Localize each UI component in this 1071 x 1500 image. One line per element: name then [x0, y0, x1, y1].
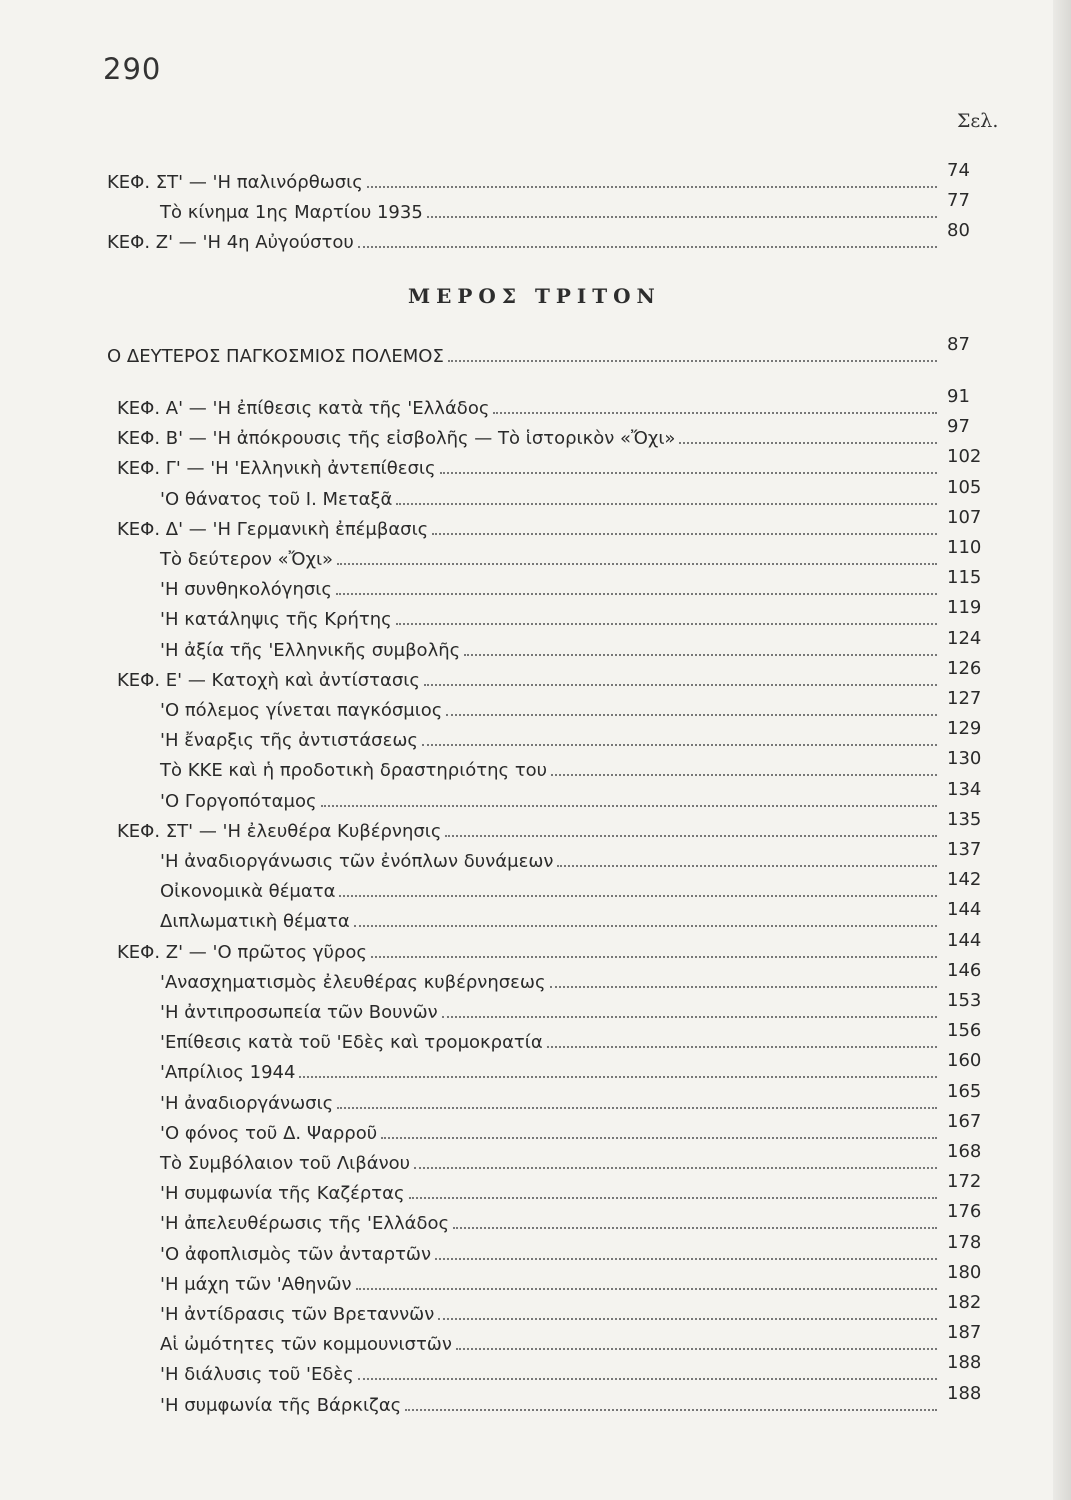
dot-leader	[550, 986, 937, 988]
toc-entry-page: 146	[947, 960, 982, 981]
dot-leader	[381, 1137, 937, 1139]
toc-entry	[160, 567, 987, 601]
toc-entry	[160, 1201, 987, 1235]
toc-entry-page: 130	[947, 748, 982, 769]
toc-entry-label: ΚΕΦ. Ζ' — 'Η 4η Αὐγούστου	[107, 232, 354, 253]
toc-entry	[160, 1383, 987, 1417]
toc-entry	[160, 748, 987, 782]
toc-entry-label: 'Η συνθηκολόγησις	[160, 579, 332, 600]
toc-entry-label: ΚΕΦ. ΣΤ' — 'Η ἐλευθέρα Κυβέρνησις	[117, 821, 442, 842]
toc-chapter-entry	[117, 386, 987, 420]
toc-entry	[160, 597, 987, 631]
toc-entry	[160, 779, 987, 813]
toc-entry-page: 168	[947, 1141, 982, 1162]
toc-entry-page: 172	[947, 1171, 982, 1192]
dot-leader	[367, 186, 937, 188]
toc-entry-page: 77	[947, 190, 970, 211]
toc-entry	[160, 688, 987, 722]
toc-entry-page: 137	[947, 839, 982, 860]
toc-entry-page: 144	[947, 899, 982, 920]
toc-entry-page: 188	[947, 1352, 982, 1373]
toc-entry-label: 'Η κατάληψις τῆς Κρήτης	[160, 609, 392, 630]
toc-entry-page: 119	[947, 597, 982, 618]
toc-chapter-entry	[117, 416, 987, 450]
toc-entry-page: 127	[947, 688, 982, 709]
toc-entry-page: 187	[947, 1322, 982, 1343]
dot-leader	[679, 442, 937, 444]
toc-entry-page: 160	[947, 1050, 982, 1071]
dot-leader	[557, 865, 937, 867]
toc-entry	[160, 990, 987, 1024]
toc-entry	[160, 1232, 987, 1266]
toc-entry-label: Διπλωματικὴ θέματα	[160, 911, 350, 932]
toc-entry-label: Οἰκονομικὰ θέματα	[160, 881, 336, 902]
toc-entry	[160, 1141, 987, 1175]
toc-entry	[160, 190, 987, 224]
dot-leader	[396, 503, 937, 505]
toc-entry-page: 115	[947, 567, 982, 588]
toc-entry	[160, 1020, 987, 1054]
toc-entry-page: 97	[947, 416, 970, 437]
toc-entry-label: Τὸ ΚΚΕ καὶ ἡ προδοτικὴ δραστηριότης του	[160, 760, 548, 781]
toc-entry-page: 102	[947, 446, 982, 467]
dot-leader	[432, 533, 937, 535]
toc-entry-page: 153	[947, 990, 982, 1011]
toc-entry-label: ΚΕΦ. Γ' — 'Η 'Ελληνικὴ ἀντεπίθεσις	[117, 458, 436, 479]
toc-entry-page: 144	[947, 930, 982, 951]
toc-entry-label: 'Η ἀντιπροσωπεία τῶν Βουνῶν	[160, 1002, 438, 1023]
dot-leader	[358, 1378, 937, 1380]
toc-entry-page: 110	[947, 537, 982, 558]
dot-leader	[438, 1318, 937, 1320]
toc-entry-page: 135	[947, 809, 982, 830]
toc-entry-page: 182	[947, 1292, 982, 1313]
toc-entry-label: ΚΕΦ. Ε' — Κατοχὴ καὶ ἀντίστασις	[117, 670, 420, 691]
toc-entry	[160, 537, 987, 571]
dot-leader	[446, 714, 937, 716]
toc-entry	[107, 160, 987, 194]
toc-entry-label: 'Ο θάνατος τοῦ Ι. Μεταξᾶ	[160, 489, 393, 510]
toc-entry	[107, 220, 987, 254]
toc-entry	[160, 869, 987, 903]
dot-leader	[493, 412, 937, 414]
toc-entry-page: 80	[947, 220, 970, 241]
dot-leader	[424, 684, 937, 686]
toc-entry-label: 'Ο φόνος τοῦ Δ. Ψαρροῦ	[160, 1123, 378, 1144]
toc-entry-label: ΚΕΦ. Α' — 'Η ἐπίθεσις κατὰ τῆς 'Ελλάδος	[117, 398, 490, 419]
toc-entry-label: ΚΕΦ. Β' — 'Η ἀπόκρουσις τῆς εἰσβολῆς — Τὸ ἱστορικὸν «Ὄχι»	[117, 428, 676, 449]
dot-leader	[422, 744, 937, 746]
toc-chapter-entry	[117, 809, 987, 843]
toc-entry-label: ΚΕΦ. ΣΤ' — 'Η παλινόρθωσις	[107, 172, 363, 193]
dot-leader	[337, 1107, 937, 1109]
toc-entry-label: 'Η ἀναδιοργάνωσις	[160, 1093, 334, 1114]
toc-entry-page: 124	[947, 628, 982, 649]
toc-entry-label: 'Ο ἀφοπλισμὸς τῶν ἀνταρτῶν	[160, 1244, 432, 1265]
section-title-label: Ο ΔΕΥΤΕΡΟΣ ΠΑΓΚΟΣΜΙΟΣ ΠΟΛΕΜΟΣ	[107, 346, 444, 367]
dot-leader	[464, 654, 937, 656]
toc-entry	[160, 1111, 987, 1145]
dot-leader	[414, 1167, 937, 1169]
section-title-entry	[107, 334, 987, 368]
toc-entry-page: 91	[947, 386, 970, 407]
toc-entry-page: 178	[947, 1232, 982, 1253]
page-column-header: Σελ.	[957, 110, 999, 132]
toc-entry-label: 'Η συμφωνία τῆς Βάρκιζας	[160, 1395, 402, 1416]
dot-leader	[356, 1288, 937, 1290]
dot-leader	[354, 925, 937, 927]
toc-entry-label: 'Ο πόλεμος γίνεται παγκόσμιος	[160, 700, 443, 721]
dot-leader	[405, 1409, 937, 1411]
toc-chapter-entry	[117, 658, 987, 692]
toc-entry-page: 142	[947, 869, 982, 890]
toc-entry-label: 'Η ἀναδιοργάνωσις τῶν ἐνόπλων δυνάμεων	[160, 851, 554, 872]
toc-entry-label: 'Ανασχηματισμὸς ἐλευθέρας κυβέρνησεως	[160, 972, 546, 993]
toc-entry-label: ΚΕΦ. Δ' — 'Η Γερμανικὴ ἐπέμβασις	[117, 519, 429, 540]
toc-entry	[160, 1322, 987, 1356]
toc-entry-page: 180	[947, 1262, 982, 1283]
toc-entry-page: 126	[947, 658, 982, 679]
toc-entry	[160, 1292, 987, 1326]
toc-entry-label: 'Η διάλυσις τοῦ 'Εδὲς	[160, 1364, 354, 1385]
toc-entry	[160, 899, 987, 933]
dot-leader	[453, 1227, 937, 1229]
toc-entry-page: 156	[947, 1020, 982, 1041]
toc-entry-label: 'Ο Γοργοπόταμος	[160, 791, 317, 812]
scan-page-edge	[1053, 0, 1071, 1500]
dot-leader	[435, 1258, 937, 1260]
toc-entry-label: 'Απρίλιος 1944	[160, 1062, 296, 1083]
dot-leader	[445, 835, 937, 837]
toc-entry	[160, 960, 987, 994]
toc-entry	[160, 1352, 987, 1386]
dot-leader	[299, 1076, 937, 1078]
toc-chapter-entry	[117, 507, 987, 541]
toc-entry	[160, 839, 987, 873]
dot-leader	[442, 1016, 937, 1018]
toc-entry-page: 167	[947, 1111, 982, 1132]
dot-leader	[409, 1197, 937, 1199]
toc-entry-page: 105	[947, 477, 982, 498]
dot-leader	[547, 1046, 937, 1048]
dot-leader	[456, 1348, 937, 1350]
dot-leader	[448, 360, 937, 362]
toc-entry-label: 'Η ἀντίδρασις τῶν Βρεταννῶν	[160, 1304, 435, 1325]
toc-entry-label: 'Επίθεσις κατὰ τοῦ 'Εδὲς καὶ τρομοκρατία	[160, 1032, 543, 1053]
toc-entry	[160, 718, 987, 752]
toc-entry-page: 107	[947, 507, 982, 528]
dot-leader	[358, 246, 937, 248]
toc-entry-page: 176	[947, 1201, 982, 1222]
page-number: 290	[103, 52, 162, 86]
dot-leader	[321, 805, 937, 807]
toc-entry-page: 74	[947, 160, 970, 181]
dot-leader	[339, 895, 937, 897]
dot-leader	[551, 774, 937, 776]
dot-leader	[427, 216, 937, 218]
toc-entry-label: 'Η ἀξία τῆς 'Ελληνικῆς συμβολῆς	[160, 640, 461, 661]
toc-entry-page: 134	[947, 779, 982, 800]
toc-entry-page: 165	[947, 1081, 982, 1102]
toc-entry	[160, 628, 987, 662]
dot-leader	[371, 956, 937, 958]
toc-entry	[160, 1050, 987, 1084]
toc-entry-page: 188	[947, 1383, 982, 1404]
part-heading: ΜΕΡΟΣ ΤΡΙΤΟΝ	[408, 284, 661, 308]
toc-entry	[160, 477, 987, 511]
toc-entry-label: 'Η συμφωνία τῆς Καζέρτας	[160, 1183, 405, 1204]
toc-entry-label: 'Η ἔναρξις τῆς ἀντιστάσεως	[160, 730, 418, 751]
dot-leader	[337, 563, 937, 565]
dot-leader	[440, 472, 937, 474]
toc-entry-label: 'Η μάχη τῶν 'Αθηνῶν	[160, 1274, 352, 1295]
toc-chapter-entry	[117, 930, 987, 964]
toc-chapter-entry	[117, 446, 987, 480]
toc-entry-label: Τὸ Συμβόλαιον τοῦ Λιβάνου	[160, 1153, 411, 1174]
toc-entry-label: ΚΕΦ. Ζ' — 'Ο πρῶτος γῦρος	[117, 942, 367, 963]
toc-entry-page: 129	[947, 718, 982, 739]
section-title-page: 87	[947, 334, 970, 355]
dot-leader	[396, 623, 937, 625]
toc-entry	[160, 1171, 987, 1205]
toc-entry-label: Αἱ ὠμότητες τῶν κομμουνιστῶν	[160, 1334, 452, 1355]
toc-entry	[160, 1262, 987, 1296]
toc-entry-label: Τὸ δεύτερον «Ὄχι»	[160, 549, 334, 570]
toc-entry-label: Τὸ κίνημα 1ης Μαρτίου 1935	[160, 202, 423, 223]
toc-entry	[160, 1081, 987, 1115]
toc-entry-label: 'Η ἀπελευθέρωσις τῆς 'Ελλάδος	[160, 1213, 450, 1234]
dot-leader	[336, 593, 937, 595]
